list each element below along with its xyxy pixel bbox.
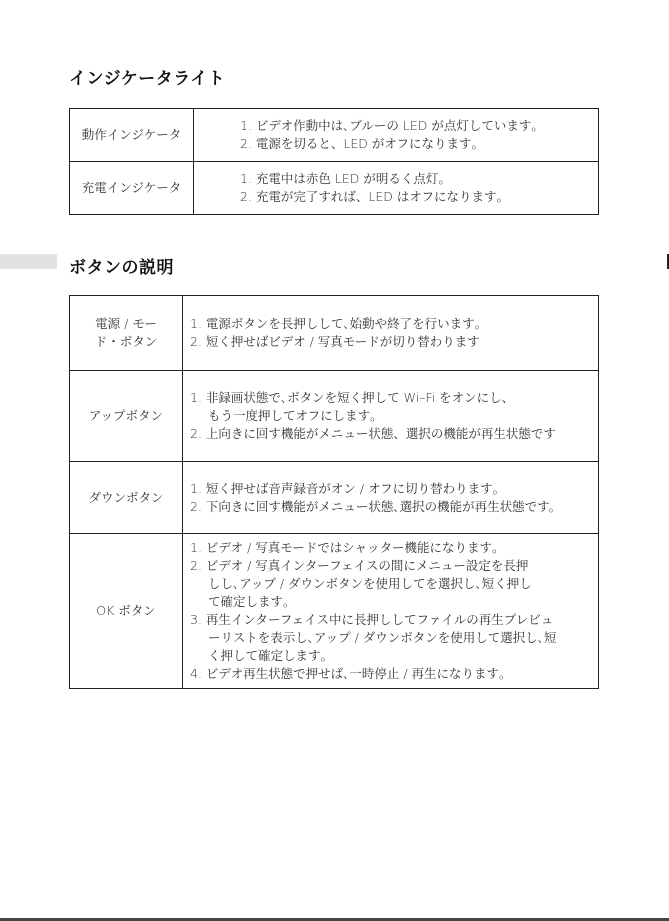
indicator-table: [69, 108, 599, 215]
button-label: OK ボタン: [70, 534, 183, 689]
description-line: 2. 短く押せばビデオ / 写真モードが切り替わります: [190, 334, 480, 349]
button-row-ok: [70, 534, 599, 689]
button-row-power-mode: [70, 296, 599, 371]
description-line: く押して確定します｡: [208, 648, 327, 663]
description-line: 1. 非録画状態で､ボタンを短く押して Wi–Fi をオンにし、: [190, 390, 515, 405]
description-line: 3. 再生インターフェイス中に長押ししてファイルの再生プレビュ: [190, 612, 554, 627]
indicator-description: [194, 162, 599, 215]
description-line: 1. ビデオ / 写真モードではシャッター機能になります｡: [190, 540, 499, 555]
description-line: 1. ビデオ作動中は､ブルーの LED が点灯しています｡: [240, 118, 538, 133]
button-label: 電源 / モード・ボタン: [70, 296, 183, 371]
button-label: アップボタン: [70, 371, 183, 462]
description-line: 2. 充電が完了すれば、LED はオフになります｡: [240, 189, 503, 204]
indicator-row-charging: [70, 162, 599, 215]
button-label: ダウンボタン: [70, 462, 183, 534]
button-description: [183, 534, 599, 689]
description-line: 4. ビデオ再生状態で押せば､一時停止 / 再生になります｡: [190, 666, 506, 681]
description-line: 1. 電源ボタンを長押しして､始動や終了を行います｡: [190, 316, 481, 331]
button-description: [183, 462, 599, 534]
description-line: 2. 電源を切ると、LED がオフになります｡: [240, 136, 478, 151]
description-line: 2. 上向きに回す機能がメニュー状態、選択の機能が再生状態です: [190, 426, 556, 441]
indicator-label: 動作インジケータ: [70, 109, 194, 162]
indicator-row-operation: [70, 109, 599, 162]
side-tab-marker: [0, 254, 57, 269]
description-line: 2. 下向きに回す機能がメニュー状態､選択の機能が再生状態です。: [190, 498, 562, 514]
description-line: もう一度押してオフにします｡: [208, 408, 377, 423]
indicator-section-title: インジケータライト: [69, 69, 226, 89]
description-line: 1. 短く押せば音声録音がオン / オフに切り替わります｡: [190, 480, 499, 496]
indicator-label: 充電インジケータ: [70, 162, 194, 215]
description-line: 1. 充電中は赤色 LED が明るく点灯。: [240, 171, 451, 186]
description-line: ーリストを表示し､アップ / ダウンボタンを使用して選択し､短: [208, 630, 557, 645]
description-line: て確定します｡: [208, 594, 290, 609]
button-section-title: ボタンの説明: [69, 258, 174, 278]
button-description: [183, 371, 599, 462]
button-table: [69, 295, 599, 689]
indicator-description: [194, 109, 599, 162]
description-line: 2. ビデオ / 写真インターフェイスの間にメニュー設定を長押: [190, 558, 529, 573]
description-line: しし､アップ / ダウンボタンを使用してを選択し､短く押し: [208, 576, 532, 591]
button-row-down: [70, 462, 599, 534]
button-description: [183, 296, 599, 371]
button-row-up: [70, 371, 599, 462]
